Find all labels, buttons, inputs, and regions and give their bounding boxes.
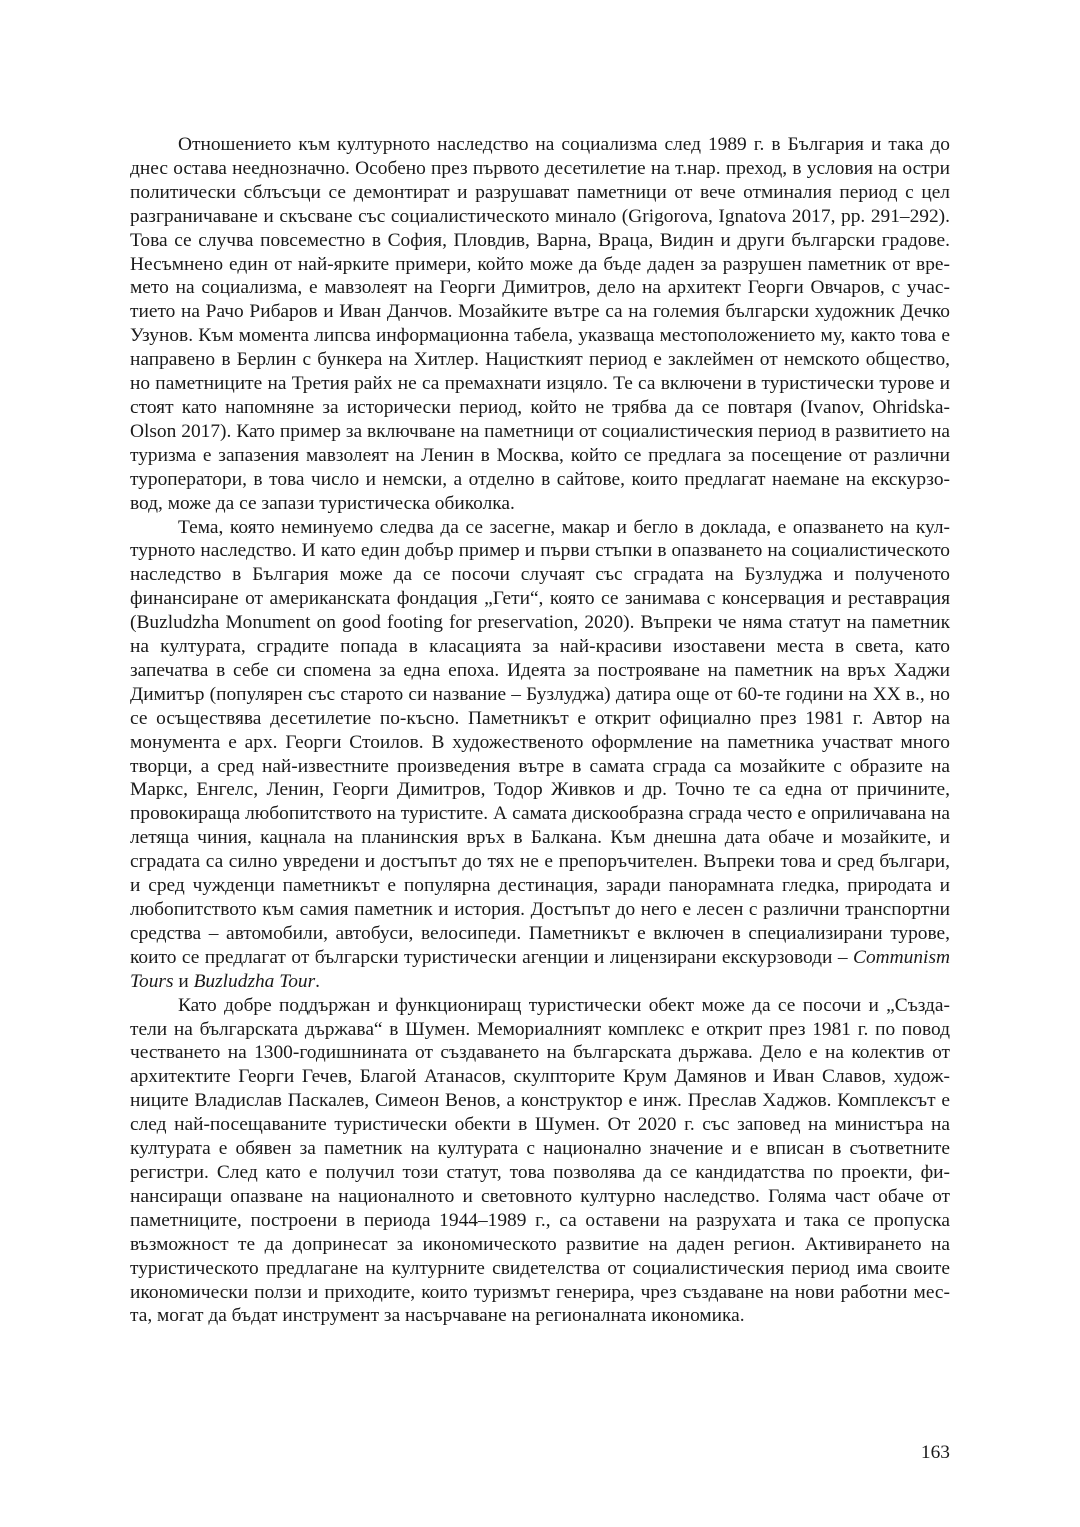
paragraph-text: Като добре поддържан и функциониращ туристически обект може да се посочи и „Създатели на българската държава“ в Шумен. Мемориалният комплекс е открит през 1981 г. по повод честването на 1300-годишнината от създаването на българската държава. Дело е на колектив от архитектите Георги Гечев, Благой Атанасов, скулпторите Крум Дамянов и Иван Славов, художниците Владислав Паскалев, Симеон Венов, а конструктор е инж. Преслав Хаджов. Комплексът е след най-посещаваните туристически обекти в Шумен. От 2020 г. със заповед на министъра на културата е обявен за паметник на културата с национално значение и е вписан в съответните регистри. След като е получил този статут, това позволява да се кандидатства по проекти, финансиращи опазване на националното и световното културно наследство. Голяма част обаче от паметниците, построени в периода 1944–1989 г., са оставени на разрухата и така се пропуска възможност те да допринесат за икономическото развитие на даден регион. Активирането на туристическото предлагане на културните свидетелства от социалистическия период има своите икономически ползи и приходите, които туризмът генерира, чрез създаване на нови работни места, могат да бъдат инструмент за насърчаване на регионалната икономика. (130, 994, 950, 1327)
body-text (130, 133, 950, 1328)
italic-tour-name: Buzludzha Tour (193, 970, 316, 992)
italic-tour-name: Communism Tours (130, 946, 950, 992)
paragraph (130, 994, 950, 1329)
paragraph-text: Тема, която неминуемо следва да се засегне, макар и бегло в доклада, е опазването на културното наследство. И като един добър пример и първи стъпки в опазването на социалистическото наследство в България може да се посочи случаят със сградата на Бузлуджа и полученото финансиране от американската фондация „Гети“, която се занимава с консервация и реставрация (Buzludzha Monument on good footing for preservation, 2020). Въпреки че няма статут на паметник на културата, сградите попада в класацията за най-красиви изоставени места в света, като запечатва в себе си спомена за една епоха. Идеята за построяване на паметник на връх Хаджи Димитър (популярен със старото си название – Бузлуджа) датира още от 60-те години на XX в., но се осъществява десетилетие по-късно. Паметникът е открит официално през 1981 г. Автор на монумента е арх. Георги Стоилов. В художественото оформление на паметника участват много творци, а сред най-известните произведения вътре в самата сграда са мозайките с образите на Маркс, Енгелс, Ленин, Георги Димитров, Тодор Живков и др. Точно те са една от причините, провокираща любопитството на туристите. А самата дискообразна сграда често е оприличавана на летяща чиния, кацнала на планинския връх в Балкана. Към днешна дата обаче и мозайките, и сградата са силно увредени и достъпът до тях не е препоръчителен. Въпреки това и сред българи, и сред чужденци паметникът е популярна дестинация, заради панорамната гледка, природата и любопитството към самия паметник и история. Достъпът до него е лесен с различни транспортни средства – автомобили, автобуси, велосипеди. Паметникът е включен в специализирани турове, които се предлагат от български туристически агенции и лицензирани екскурзоводи – (130, 516, 950, 968)
paragraph-text: Отношението към културното наследство на социализма след 1989 г. в България и така до днес остава нееднозначно. Особено през първото десетилетие на т.нар. преход, в условия на остри политически сблъсъци се демонтират и разрушават паметници от вече отминалия период с цел разграничаване и скъсване със социалистическото минало (Grigorova, Ignatova 2017, pp. 291–292). Това се случва повсеместно в София, Пловдив, Варна, Враца, Видин и други български градове. Несъмнено един от най-ярките примери, който може да бъде даден за разрушен паметник от времето на социализма, е мавзолеят на Георги Димитров, дело на архитект Георги Овчаров, с участието на Рачо Рибаров и Иван Данчов. Мозайките вътре са на големия български художник Дечко Узунов. Към момента липсва информационна табела, указваща местоположението му, както това е направено в Берлин с бункера на Хитлер. Нацисткият период е заклеймен от немското общество, но паметниците на Третия райх не са премахнати изцяло. Те са включени в туристически турове и стоят като напомняне за исторически период, който не трябва да се повтаря (Ivanov, Ohridska-Olson 2017). Като пример за включване на паметници от социалистическия период в развитието на туризма е запазения мавзолеят на Ленин в Москва, който се предлага за посещение от различни туроператори, в това число и немски, а отделно в сайтове, които предлагат наемане на екскурзовод, може да се запази туристическа обиколка. (130, 134, 950, 514)
paragraph (130, 133, 950, 516)
paragraph (130, 516, 950, 994)
paragraph-text: и (173, 970, 194, 992)
page-number: 163 (920, 1442, 950, 1463)
paragraph-text: . (315, 970, 321, 992)
